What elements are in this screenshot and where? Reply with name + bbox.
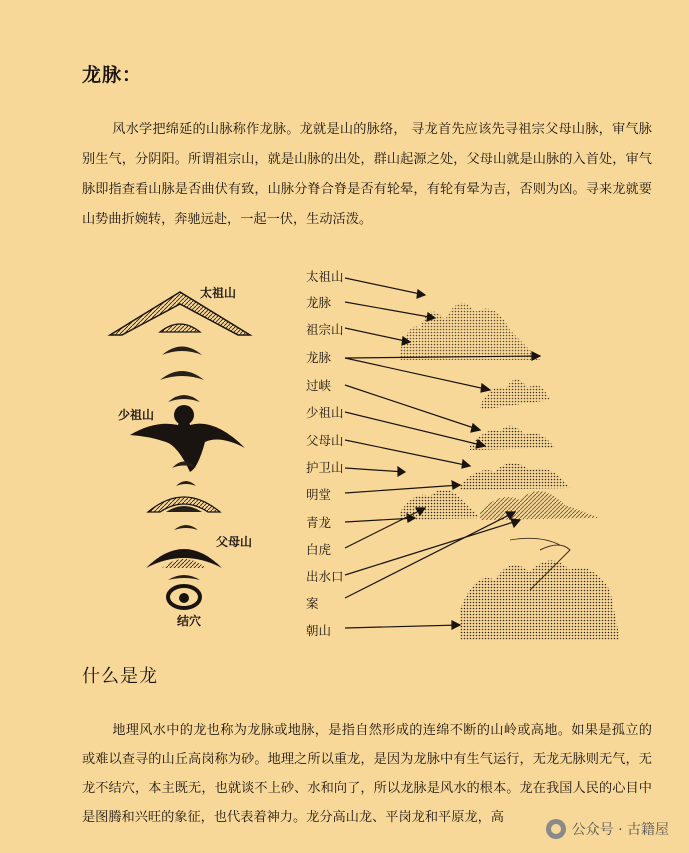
left-schematic [110,292,253,608]
right-label-chushuikou: 出水口 [306,569,344,584]
figure-drawing [100,250,660,650]
right-label-qinglong: 青龙 [306,515,332,530]
right-label-longmai-2: 龙脉 [306,350,332,365]
left-label-fumushan: 父母山 [216,535,253,549]
wechat-icon [546,819,566,839]
dragon-vein-figure [100,250,660,650]
left-label-jiexue: 结穴 [177,614,202,628]
right-label-mingtang: 明堂 [306,487,332,502]
left-label-shaozushan: 少祖山 [118,408,155,422]
paragraph-longmai: 风水学把绵延的山脉称作龙脉。龙就是山的脉络， 寻龙首先应该先寻祖宗父母山脉，审气脉别生气，分阴阳。所谓祖宗山，就是山脉的出处，群山起源之处，父母山就是山脉的入首处，审气脉即指查看山脉是否曲伏有致，山脉分脊合脊是否有轮晕，有轮有晕为吉，否则为凶。寻来龙就要山势曲折婉转，奔驰远赴，一起一伏，生动活泼。 [82,122,652,227]
right-label-huweishan: 护卫山 [306,460,344,475]
paragraph-what-is-dragon: 地理风水中的龙也称为龙脉或地脉，是指自然形成的连绵不断的山岭或高地。如果是孤立的或难以查寻的山丘高岗称为砂。地理之所以重龙，是因为龙脉中有生气运行，无龙无脉则无气，无龙不结穴，本主既无，也就谈不上砂、水和向了，所以龙脉是风水的根本。龙在我国人民的心目中是图腾和兴旺的象征，也代表着神力。龙分高山龙、平岗龙和平原龙，高 [82,723,652,825]
right-label-guoxia: 过峡 [306,378,332,393]
right-label-longmai-1: 龙脉 [306,295,332,310]
right-label-zuzongshan: 祖宗山 [306,322,344,337]
watermark-text: 公众号 · 古籍屋 [571,822,669,838]
right-label-an: 案 [306,596,319,611]
right-label-baihu: 白虎 [306,542,332,557]
section-heading-longmai: 龙脉： [82,64,143,86]
right-landscape [400,303,620,640]
right-label-shaozushan: 少祖山 [306,405,344,420]
right-label-chaoshan: 朝山 [306,623,332,638]
section-heading-what-is-dragon: 什么是龙 [82,666,158,687]
watermark [546,819,669,839]
right-label-taizushan: 太祖山 [306,269,344,284]
right-label-fumushan: 父母山 [306,433,344,448]
left-label-taizushan: 太祖山 [200,286,237,300]
